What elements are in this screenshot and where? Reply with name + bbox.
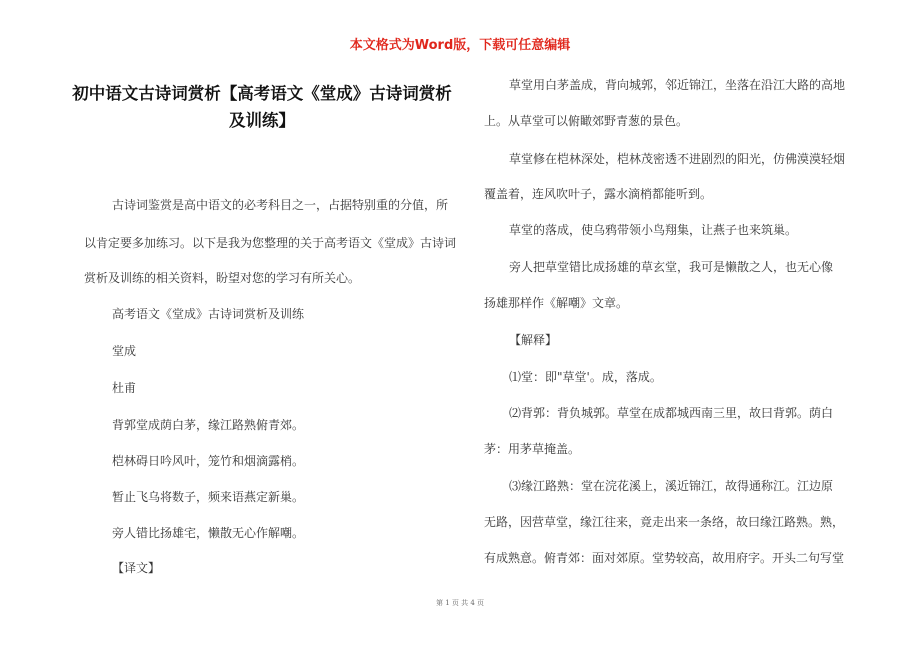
- translation-p1-line-1: 草堂用白茅盖成，背向城郭，邻近锦江，坐落在沿江大路的高地: [509, 78, 846, 92]
- translation-p4-line-1: 旁人把草堂错比成扬雄的草玄堂，我可是懒散之人，也无心像: [509, 260, 834, 274]
- translation-p4-line-2: 扬雄那样作《解嘲》文章。: [484, 296, 629, 310]
- intro-line-3: 赏析及训练的相关资料，盼望对您的学习有所关心。: [84, 271, 361, 285]
- note-3-line-1: ⑶缘江路熟：堂在浣花溪上，溪近锦江，故得通称江。江边原: [509, 479, 834, 493]
- translation-p2-line-2: 覆盖着，连风吹叶子，露水滴梢都能听到。: [484, 187, 713, 201]
- page-footer: 第 1 页 共 4 页: [435, 599, 485, 607]
- document-title: [62, 80, 462, 134]
- poem-line-3: 暂止飞乌将数子，频来语燕定新巢。: [112, 490, 305, 504]
- note-3-line-2: 无路，因营草堂，缘江往来，竟走出来一条络，故曰缘江路熟。熟，: [484, 515, 845, 529]
- section-notes: 【解释】: [509, 333, 558, 347]
- translation-p1-line-2: 上。从草堂可以俯瞰郊野青葱的景色。: [484, 114, 689, 128]
- intro-line-2: 以肯定要多加练习。以下是我为您整理的关于高考语文《堂成》古诗词: [84, 236, 457, 250]
- note-1-line-1: ⑴堂：即"草堂'。成，落成。: [509, 370, 662, 384]
- title-line-2: 及训练】: [229, 111, 295, 130]
- note-3-line-3: 有成熟意。俯青郊：面对郊原。堂势较高，故用府字。开头二句写堂: [484, 551, 845, 565]
- intro-line-1: 古诗词鉴赏是高中语文的必考科目之一，占据特别重的分值，所: [112, 198, 449, 212]
- poem-line-2: 桤林碍日吟风叶，笼竹和烟滴露梢。: [112, 454, 305, 468]
- note-2-line-1: ⑵背郭：背负城郭。草堂在成都城西南三里，故曰背郭。荫白: [509, 406, 834, 420]
- title-line-1: 初中语文古诗词赏析【高考语文《堂成》古诗词赏析: [72, 84, 452, 103]
- note-2-line-2: 茅：用茅草掩盖。: [484, 442, 581, 456]
- poem-line-1: 背郭堂成荫白茅，缘江路熟俯青郊。: [112, 418, 305, 432]
- poem-author: 杜甫: [112, 381, 137, 395]
- subtitle: 高考语文《堂成》古诗词赏析及训练: [112, 307, 305, 321]
- poem-line-4: 旁人错比扬雄宅，懒散无心作解嘲。: [112, 526, 305, 540]
- poem-title: 堂成: [112, 344, 137, 358]
- format-banner: 本文格式为Word版，下载可任意编辑: [349, 38, 571, 53]
- translation-p2-line-1: 草堂修在桤林深处，桤林茂密透不进剧烈的阳光，仿佛漠漠轻烟: [509, 152, 846, 166]
- translation-p3-line-1: 草堂的落成，使乌鸦带领小鸟翔集，让燕子也来筑巢。: [509, 223, 798, 237]
- section-translation: 【译文】: [112, 561, 161, 575]
